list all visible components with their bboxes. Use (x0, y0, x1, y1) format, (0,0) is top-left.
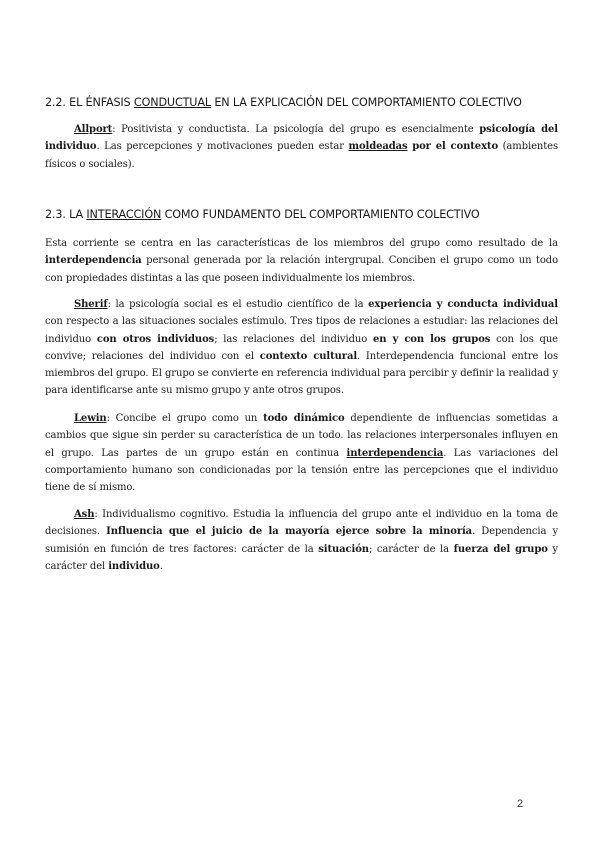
author-ash: Ash (74, 509, 95, 520)
author-sherif: Sherif (74, 299, 108, 310)
paragraph-intro: Esta corriente se centra en las características de los miembros del grupo como resultado de la interdependencia personal generada por la relación intergrupal. Conciben el grupo como un todo con propiedades distintas a las que poseen individualmente los miembros. (45, 238, 558, 284)
heading-number: 2.3. LA (45, 208, 87, 221)
heading-rest: EN LA EXPLICACIÓN DEL COMPORTAMIENTO COLECTIVO (210, 96, 522, 109)
section-heading-2-3 (45, 208, 565, 221)
heading-keyword: INTERACCIÓN (86, 208, 162, 221)
heading-keyword: CONDUCTUAL (133, 96, 211, 109)
heading-number: 2.2. EL ÉNFASIS (45, 96, 134, 109)
author-lewin: Lewin (74, 413, 107, 424)
paragraph-sherif: Sherif: la psicología social es el estudio científico de la experiencia y conducta individual con respecto a las situaciones sociales estímulo. Tres tipos de relaciones a estudiar: las relaciones del individuo con otros individuos; las relaciones del individuo en y con los grupos con los que convive; relaciones del individuo con el contexto cultural. Interdependencia funcional entre los miembros del grupo. El grupo se convierte en referencia individual para percibir y definir la realidad y para identificarse ante su mismo grupo y ante otros grupos. (45, 299, 558, 397)
heading-rest: COMO FUNDAMENTO DEL COMPORTAMIENTO COLECTIVO (161, 208, 480, 221)
paragraph-ash: Ash: Individualismo cognitivo. Estudia la influencia del grupo ante el individuo en la toma de decisiones. Influencia que el juicio de la mayoría ejerce sobre la minoría. Dependencia y sumisión en función de tres factores: carácter de la situación; carácter de la fuerza del grupo y carácter del individuo. (45, 509, 559, 572)
paragraph-lewin: Lewin: Concibe el grupo como un todo dinámico dependiente de influencias sometidas a cambios que sigue sin perder su característica de un todo. las relaciones interpersonales influyen en el grupo. Las partes de un grupo están en continua interdependencia. Las variaciones del comportamiento humano son condicionadas por la tensión entre las percepciones que el individuo tiene de sí mismo. (45, 413, 559, 494)
paragraph-allport: Allport: Positivista y conductista. La psicología del grupo es esencialmente psicología del individuo. Las percepciones y motivaciones pueden estar moldeadas por el contexto (ambientes físicos o sociales). (45, 124, 558, 170)
section-heading-2-2 (45, 96, 565, 109)
page-number: 2 (517, 798, 524, 810)
author-allport: Allport (74, 124, 113, 135)
